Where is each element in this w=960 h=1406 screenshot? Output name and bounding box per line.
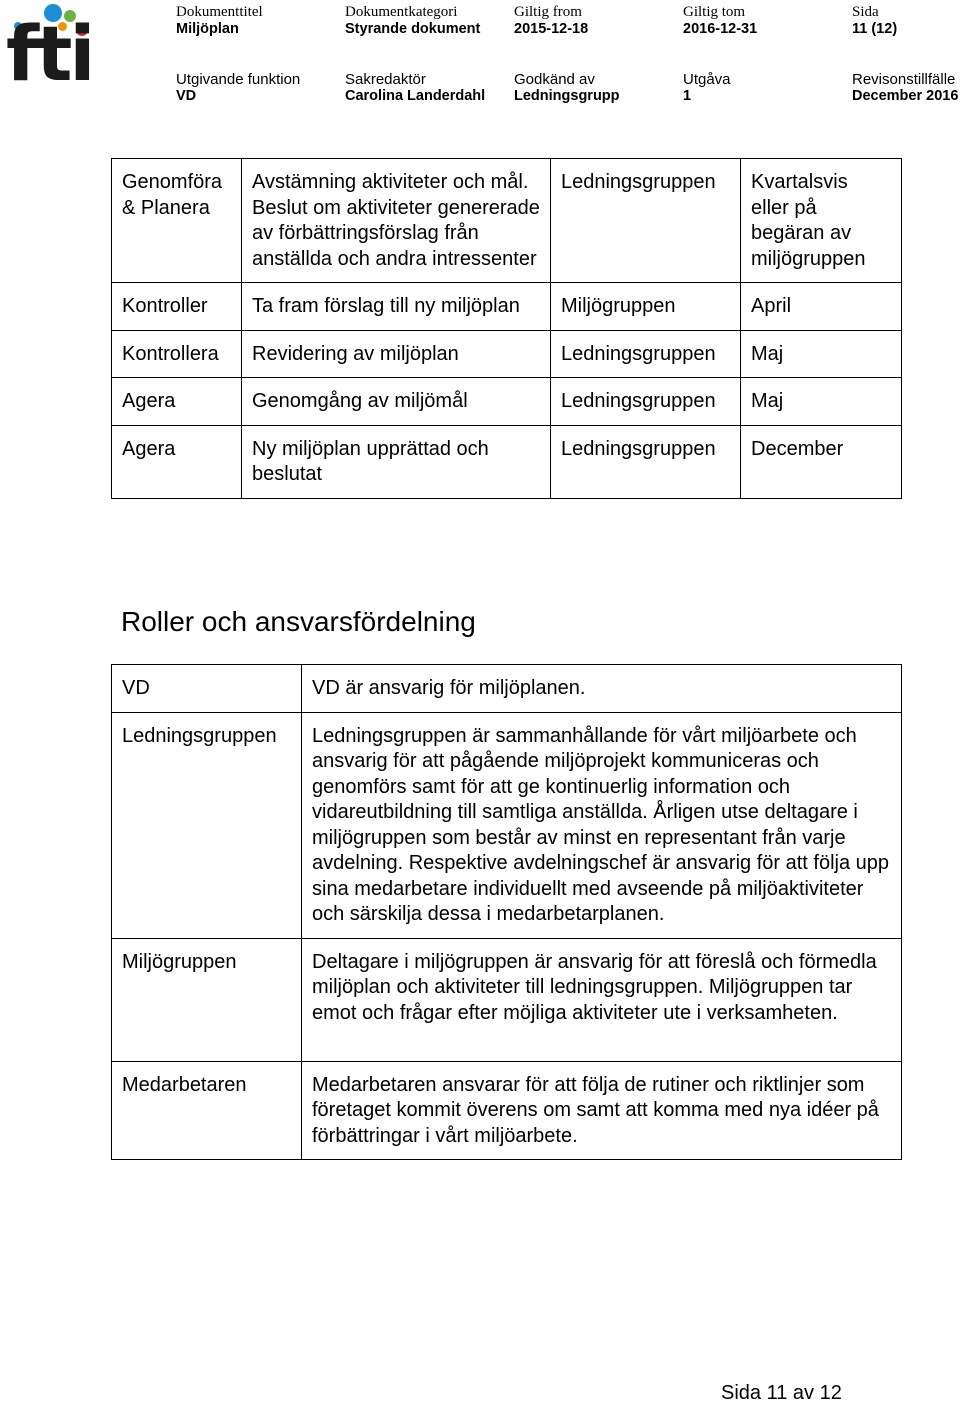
phase-cell: Kontrollera [112,330,242,378]
timing-cell: April [741,283,902,331]
role-description-cell: Ledningsgruppen är sammanhållande för vårt miljöarbete och ansvarig för att pågående miljöprojekt kommuniceras och genomförs samt för att ge kontinuerlig information och vidareutbildning till samtliga anställda. Årligen utse deltagare i miljögruppen som består av minst en representant från varje avdelning. Respektive avdelningschef är ansvarig för att följa upp sina medarbetare individuellt med avseende på miljöaktiviteter och särskilja dessa i medarbetarplanen. [302,712,902,938]
page-number: Sida 11 av 12 [721,1382,842,1404]
meta-approved-by: Godkänd av Ledningsgrupp [514,71,620,104]
meta-edition: Utgåva 1 [683,71,731,104]
meta-valid-from: Giltig from 2015-12-18 [514,4,589,37]
table-row [112,1061,902,1160]
role-description-cell: VD är ansvarig för miljöplanen. [302,665,902,713]
table-row [112,330,902,378]
role-description-cell: Deltagare i miljögruppen är ansvarig för att föreslå och förmedla miljöplan och aktiviteter till ledningsgruppen. Miljögruppen tar emot och frågar efter möjliga aktiviteter ute i verksamheten. [302,938,902,1061]
activity-cell: Ny miljöplan upprättad och beslutat [242,425,551,498]
role-name-cell: Miljögruppen [112,938,302,1061]
table-row [112,159,902,283]
meta-editor: Sakredaktör Carolina Landerdahl [345,71,486,104]
meta-page: Sida 11 (12) [852,4,898,37]
phase-cell: Genomföra & Planera [112,159,242,283]
table-row [112,378,902,426]
logo-text: fti [6,9,93,98]
meta-issuing-function: Utgivande funktion VD [176,71,301,104]
table-row [112,283,902,331]
timing-cell: Maj [741,330,902,378]
section-title: Roller och ansvarsfördelning [121,606,476,637]
meta-document-title: Dokumenttitel Miljöplan [176,4,263,37]
role-name-cell: Medarbetaren [112,1061,302,1160]
meta-document-category: Dokumentkategori Styrande dokument [345,4,481,37]
activity-cell: Avstämning aktiviteter och mål. Beslut om aktiviteter genererade av förbättringsförslag från anställda och andra intressenter [242,159,551,283]
responsible-cell: Ledningsgruppen [551,378,741,426]
meta-revision: Revisonstillfälle December 2016 [852,71,959,104]
activity-cell: Revidering av miljöplan [242,330,551,378]
table-row [112,712,902,938]
responsible-cell: Ledningsgruppen [551,159,741,283]
role-name-cell: Ledningsgruppen [112,712,302,938]
phase-cell: Agera [112,378,242,426]
responsible-cell: Ledningsgruppen [551,425,741,498]
meta-valid-to: Giltig tom 2016-12-31 [683,4,758,37]
timing-cell: Kvartalsvis eller på begäran av miljögruppen [741,159,902,283]
phase-cell: Kontroller [112,283,242,331]
activity-cell: Ta fram förslag till ny miljöplan [242,283,551,331]
role-name-cell: VD [112,665,302,713]
roles-table [111,664,902,1160]
table-row [112,938,902,1061]
plan-table [111,158,902,499]
phase-cell: Agera [112,425,242,498]
table-row [112,665,902,713]
activity-cell: Genomgång av miljömål [242,378,551,426]
timing-cell: Maj [741,378,902,426]
responsible-cell: Ledningsgruppen [551,330,741,378]
timing-cell: December [741,425,902,498]
role-description-cell: Medarbetaren ansvarar för att följa de rutiner och riktlinjer som företaget kommit överens om samt att komma med nya idéer på förbättringar i vårt miljöarbete. [302,1061,902,1160]
company-logo [4,0,96,100]
table-row [112,425,902,498]
responsible-cell: Miljögruppen [551,283,741,331]
